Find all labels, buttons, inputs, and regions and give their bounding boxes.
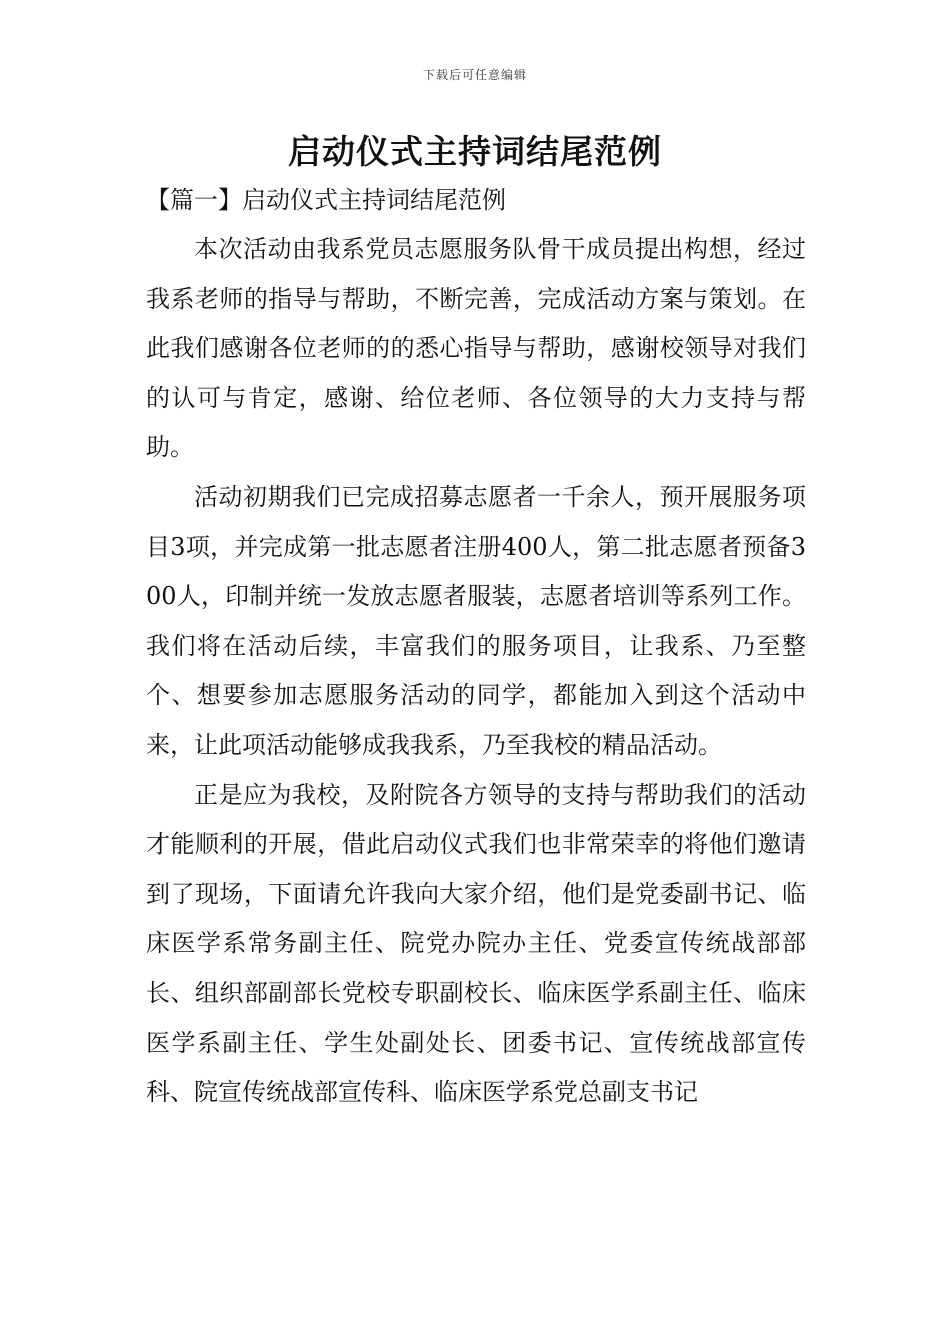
document-body	[146, 176, 806, 1118]
paragraph-3: 正是应为我校，及附院各方领导的支持与帮助我们的活动才能顺利的开展，借此启动仪式我们也非常荣幸的将他们邀请到了现场，下面请允许我向大家介绍，他们是党委副书记、临床医学系常务副主任、院党办院办主任、党委宣传统战部部长、组织部副部长党校专职副校长、临床医学系副主任、临床医学系副主任、学生处副处长、团委书记、宣传统战部宣传科、院宣传统战部宣传科、临床医学系党总副支书记	[146, 780, 806, 1107]
paragraph-1: 本次活动由我系党员志愿服务队骨干成员提出构想，经过我系老师的指导与帮助，不断完善，完成活动方案与策划。在此我们感谢各位老师的的悉心指导与帮助，感谢校领导对我们的认可与肯定，感谢、给位老师、各位领导的大力支持与帮助。	[146, 235, 806, 462]
document-title: 启动仪式主持词结尾范例	[288, 132, 662, 171]
header-note: 下载后可任意编辑	[422, 68, 527, 82]
paragraph-2: 活动初期我们已完成招募志愿者一千余人，预开展服务项目3项，并完成第一批志愿者注册400人，第二批志愿者预备300人，印制并统一发放志愿者服装，志愿者培训等系列工作。我们将在活动后续，丰富我们的服务项目，让我系、乃至整个、想要参加志愿服务活动的同学，都能加入到这个活动中来，让此项活动能够成我我系，乃至我校的精品活动。	[146, 482, 806, 759]
section-heading: 【篇一】启动仪式主持词结尾范例	[146, 186, 506, 214]
